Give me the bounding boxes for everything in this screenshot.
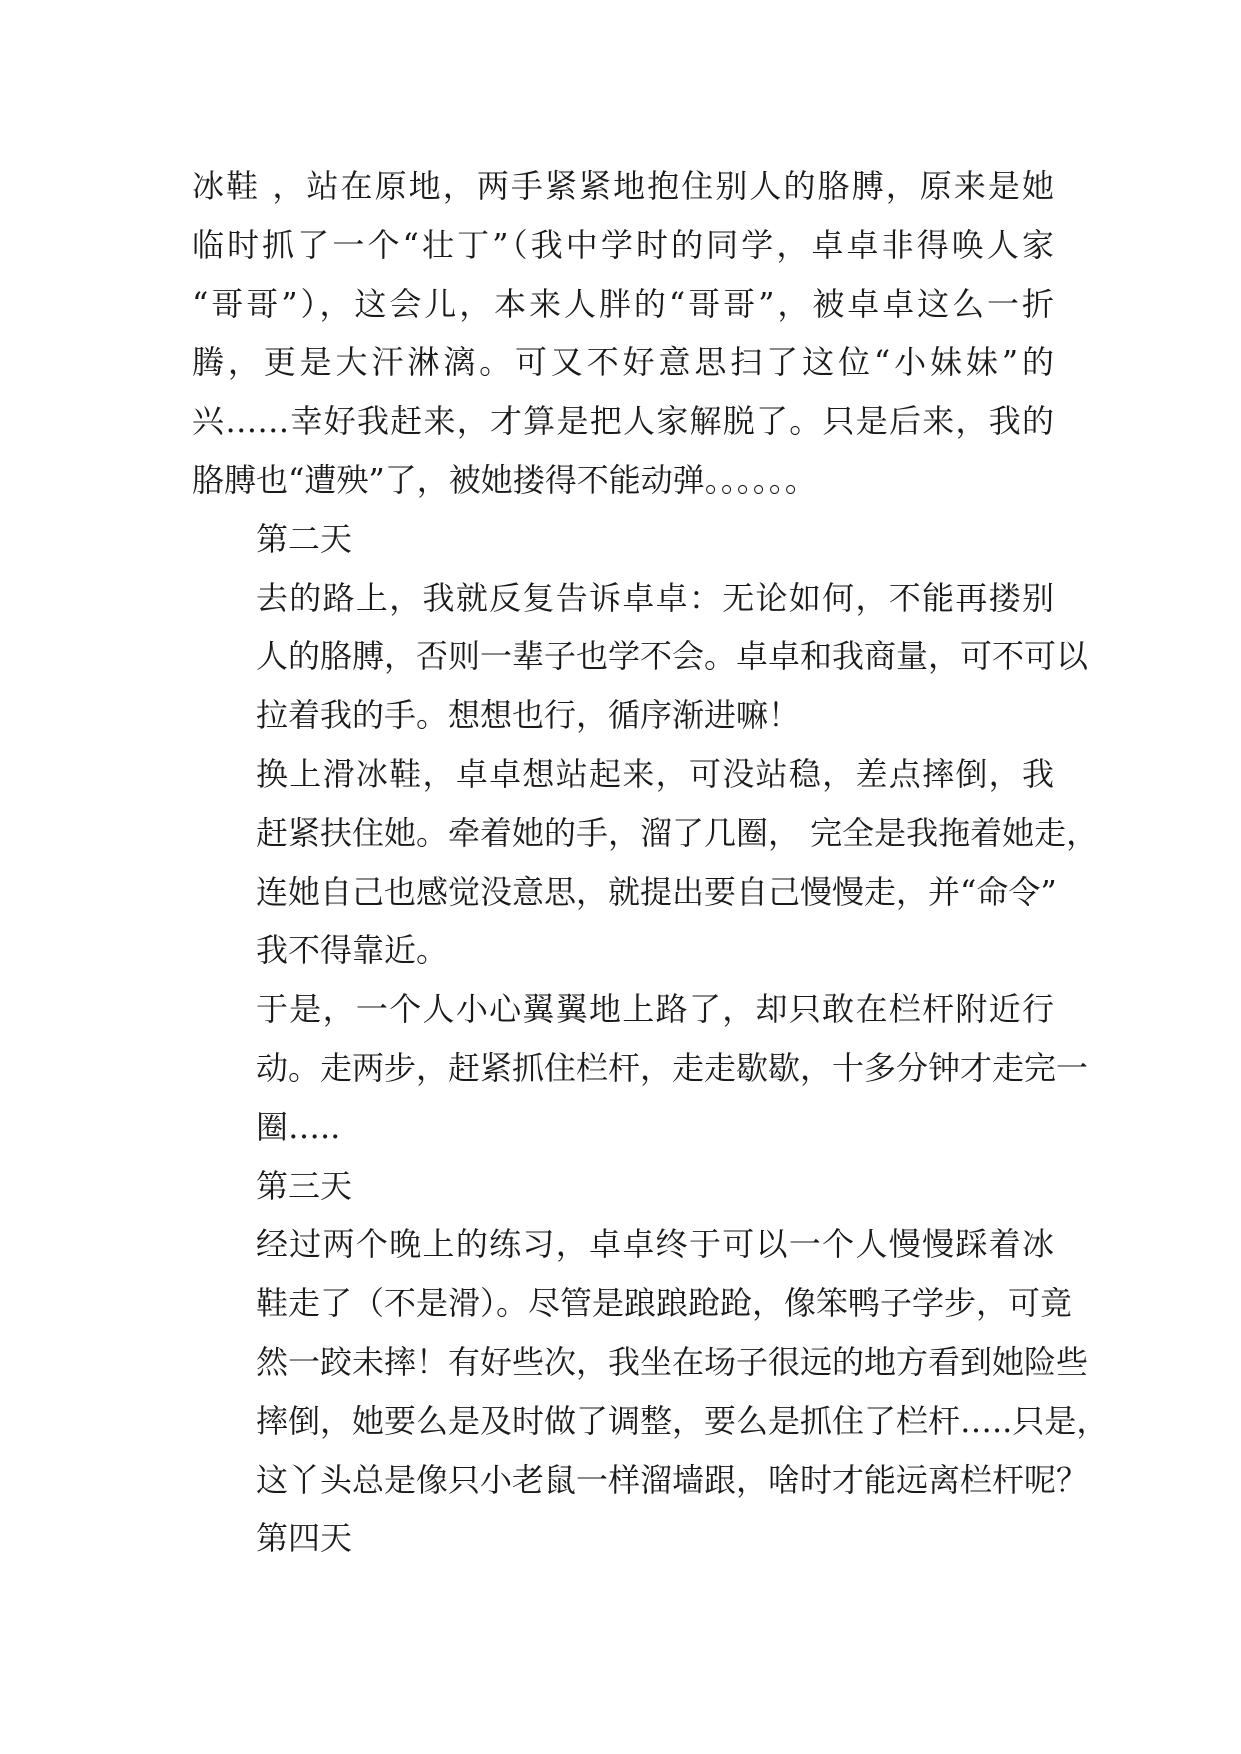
text-line: 动。走两步，赶紧抓住栏杆，走走歇歇，十多分钟才走完一 [256, 1048, 1089, 1087]
paragraph [192, 745, 1099, 980]
text-line: 这丫头总是像只小老鼠一样溜墙跟，啥时才能远离栏杆呢？ [256, 1460, 1089, 1499]
paragraph [192, 510, 1054, 569]
text-line: 赶紧扶住她。牵着她的手，溜了几圈， 完全是我拖着她走， [256, 813, 1099, 852]
text-line: 冰鞋 ，站在原地，两手紧紧地抱住别人的胳膊，原来是她 [192, 167, 1054, 205]
text-line: 换上滑冰鞋，卓卓想站起来，可没站稳，差点摔倒，我 [256, 754, 1054, 793]
paragraph [192, 569, 1089, 745]
text-line: 第三天 [256, 1166, 353, 1205]
text-line: 于是，一个人小心翼翼地上路了，却只敢在栏杆附近行 [256, 990, 1054, 1029]
text-line: 圈….. [256, 1107, 341, 1146]
text-line: 拉着我的手。想想也行，循序渐进嘛！ [256, 696, 801, 735]
paragraph [192, 1215, 1109, 1509]
text-line: 经过两个晚上的练习，卓卓终于可以一个人慢慢踩着冰 [256, 1225, 1054, 1264]
text-line: “哥哥”），这会儿，本来人胖的“哥哥”，被卓卓这么一折 [192, 284, 1054, 323]
text-line: 连她自己也感觉没意思，就提出要自己慢慢走，并“命令” [256, 872, 1057, 911]
text-line: 第二天 [256, 519, 353, 558]
text-line: 人的胳膊，否则一辈子也学不会。卓卓和我商量，可不可以 [256, 637, 1089, 676]
paragraph [192, 1157, 1054, 1216]
paragraph [192, 157, 1054, 510]
text-line: 然一跤未摔！有好些次，我坐在场子很远的地方看到她险些 [256, 1342, 1089, 1381]
paragraph [192, 1509, 1054, 1568]
text-line: 第四天 [256, 1519, 353, 1558]
text-line: 鞋走了（不是滑）。尽管是踉踉跄跄，像笨鸭子学步，可竟 [256, 1284, 1073, 1323]
text-line: 腾，更是大汗淋漓。可又不好意思扫了这位“小妹妹”的 [192, 343, 1054, 382]
text-line: 我不得靠近。 [256, 931, 449, 970]
text-line: 临时抓了一个“壮丁”（我中学时的同学，卓卓非得唤人家 [192, 225, 1054, 264]
article-body [192, 157, 1109, 1568]
text-line: 兴……幸好我赶来，才算是把人家解脱了。只是后来，我的 [192, 402, 1054, 441]
text-line: 胳膊也“遭殃”了，被她搂得不能动弹。。。。。。 [192, 460, 817, 499]
text-line: 摔倒，她要么是及时做了调整，要么是抓住了栏杆…..只是， [256, 1401, 1109, 1440]
paragraph [192, 980, 1089, 1156]
text-line: 去的路上，我就反复告诉卓卓：无论如何，不能再搂别 [256, 578, 1054, 617]
